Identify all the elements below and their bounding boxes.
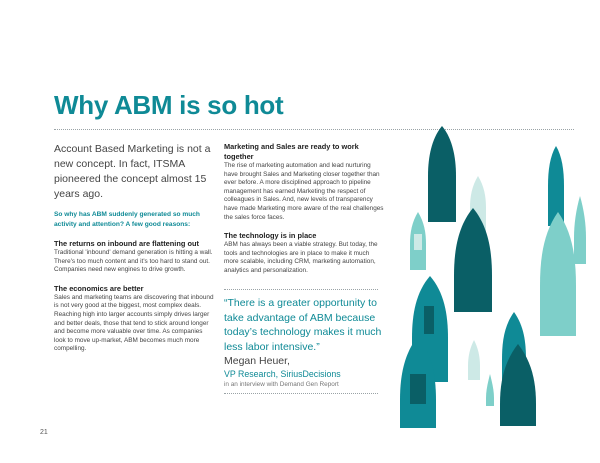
boat-shape-4 bbox=[574, 196, 586, 264]
intro-paragraph: Account Based Marketing is not a new concept. In fact, ITSMA pioneered the concept almost 15 years ago. bbox=[54, 143, 211, 200]
boat-shape-6 bbox=[454, 208, 492, 312]
section-body-alignment: The rise of marketing automation and lead nurturing have brought Sales and Marketing closer together than ever before. A more disciplined approach to pipeline management has earned Marketing the respect of colleagues in Sales. And, new levels of transparency have made Marketing more aware of the real challenges the sales force faces. bbox=[224, 162, 384, 221]
section-heading-technology: The technology is in place bbox=[224, 231, 317, 241]
quote-divider-top bbox=[224, 289, 378, 290]
quote-author: Megan Heuer, bbox=[224, 355, 290, 367]
decorative-boats-illustration bbox=[386, 126, 594, 446]
boat-shape-5 bbox=[410, 212, 426, 270]
section-heading-economics: The economics are better bbox=[54, 283, 144, 293]
section-heading-alignment: Marketing and Sales are ready to work together bbox=[224, 142, 359, 161]
middle-column bbox=[224, 142, 384, 276]
page-title: Why ABM is so hot bbox=[54, 90, 284, 120]
left-column bbox=[54, 142, 214, 354]
section-body-inbound: Traditional 'inbound' demand generation is hitting a wall. There's too much content and it's too hard to stand out. Companies need new engines to drive growth. bbox=[54, 249, 213, 274]
section-body-technology: ABM has always been a viable strategy. But today, the tools and technologies are in place to make it much more scalable, including CRM, marketing automation, analytics and personalization. bbox=[224, 241, 378, 274]
boat-shape-7 bbox=[540, 212, 576, 336]
section-body-economics: Sales and marketing teams are discovering that inbound is not very good at the biggest, most complex deals. Reaching high into larger accounts simply drives larger and better deals, those that tend to stick around longer and become more valuable over time. As companies look to move up-market, ABM becomes much more compelling. bbox=[54, 293, 214, 353]
page-number: 21 bbox=[40, 429, 48, 436]
quote-divider-bottom bbox=[224, 393, 378, 394]
boat-shape-9 bbox=[468, 340, 480, 380]
quote-affiliation: VP Research, SiriusDecisions bbox=[224, 369, 341, 379]
pull-quote: “There is a greater opportunity to take advantage of ABM because today’s technology makes it much less labor intensive.” bbox=[224, 297, 382, 353]
boat-shape-2 bbox=[548, 146, 564, 226]
section-heading-inbound: The returns on inbound are flattening out bbox=[54, 239, 199, 248]
boat-shape-1 bbox=[428, 126, 456, 222]
quote-source: in an interview with Demand Gen Report bbox=[224, 381, 339, 388]
intro-question: So why has ABM suddenly generated so much activity and attention? A few good reasons: bbox=[54, 211, 200, 228]
boat-shape-13 bbox=[486, 374, 494, 406]
